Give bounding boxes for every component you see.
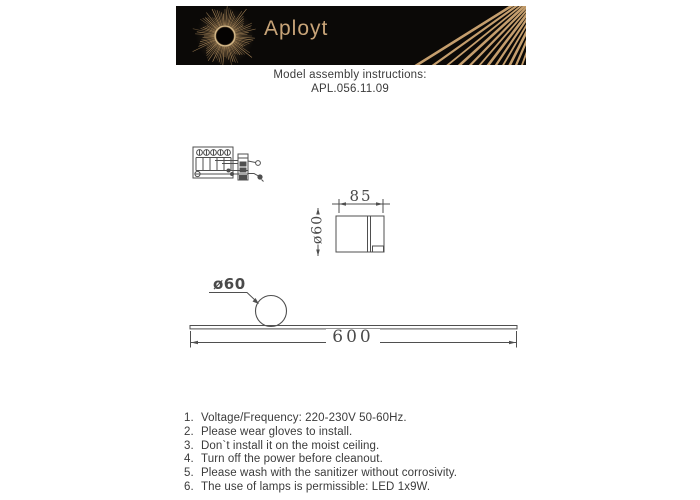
side-view-drawing [316, 199, 390, 256]
item-number: 2. [184, 425, 194, 438]
model-number: APL.056.11.09 [311, 83, 389, 95]
terminal-block-diagram [193, 147, 264, 182]
item-text: Please wear gloves to install. [201, 425, 353, 438]
item-number: 1. [184, 412, 194, 424]
item-number: 6. [184, 480, 194, 493]
item-text: Please wash with the sanitizer without corrosivity. [201, 467, 458, 480]
item-number: 4. [184, 453, 194, 466]
brand-logo-text: Aployt [264, 17, 329, 40]
dimension-diameter-60-front: ø60 [213, 275, 246, 293]
dimension-width-85: 85 [349, 187, 373, 205]
instruction-item [184, 467, 457, 481]
item-text: The use of lamps is permissible: LED 1x9W. [201, 480, 431, 493]
item-number: 5. [184, 467, 194, 480]
page-title: Model assembly instructions: [273, 69, 427, 81]
instruction-item [184, 453, 457, 467]
instruction-item [184, 412, 457, 426]
instruction-item [184, 426, 457, 440]
item-text: Don`t install it on the moist ceiling. [201, 439, 380, 452]
item-text: Turn off the power before cleanout. [201, 453, 383, 466]
instruction-list [184, 412, 457, 495]
dimension-length-600: 600 [326, 329, 380, 346]
instruction-item [184, 481, 457, 495]
instruction-item [184, 440, 457, 454]
dimension-diameter-60-side: ø60 [309, 214, 326, 245]
item-text: Voltage/Frequency: 220-230V 50-60Hz. [201, 412, 407, 424]
item-number: 3. [184, 439, 194, 452]
